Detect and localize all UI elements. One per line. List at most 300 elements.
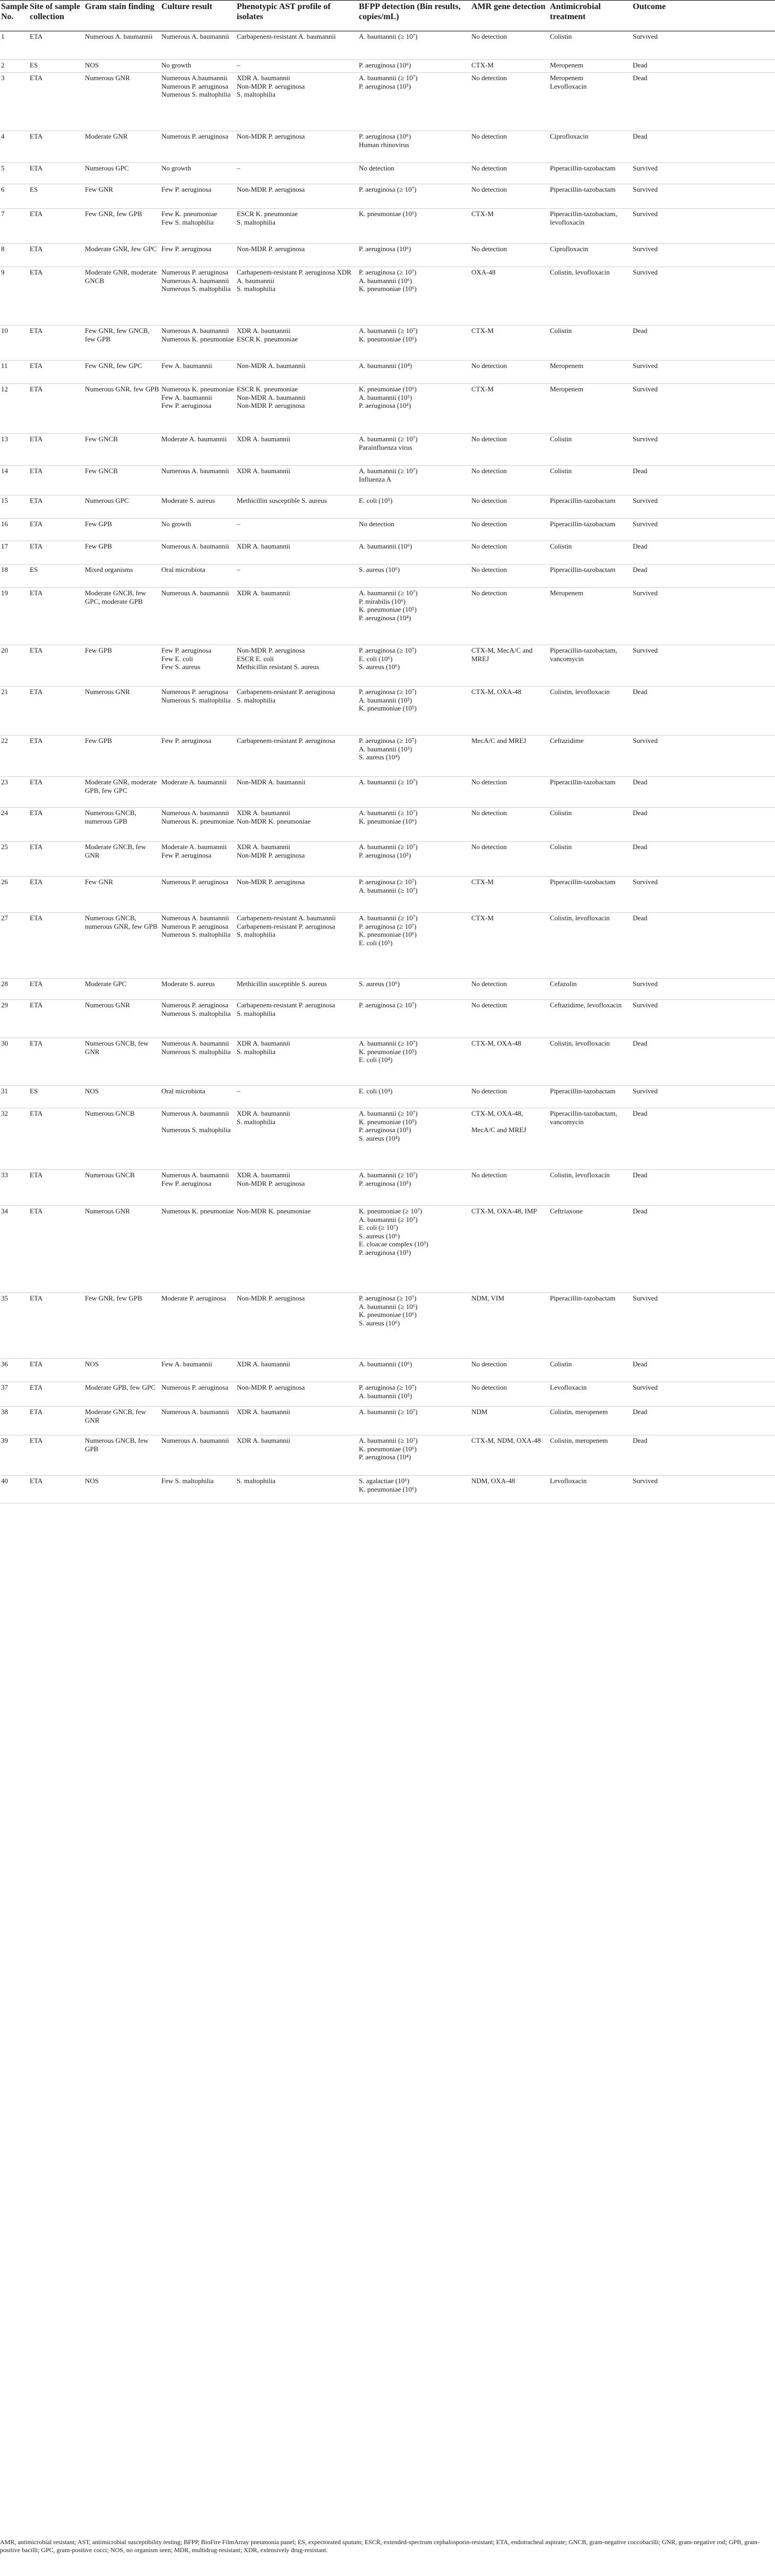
- cell-amr-gene: [470, 209, 549, 244]
- cell-site: ETA: [29, 1000, 84, 1038]
- cell-sample-no: 23: [0, 777, 29, 808]
- cell-amr-gene: [470, 979, 549, 1000]
- gram-stain-line: Few GNR: [85, 878, 114, 886]
- cell-site: ETA: [29, 588, 84, 645]
- culture-result-line: Moderate A. baumannii: [161, 435, 227, 443]
- cell-sample-no: 11: [0, 361, 29, 384]
- cell-sample-no: 10: [0, 326, 29, 361]
- header-outcome: Outcome: [632, 1, 775, 31]
- culture-result-line: Few P. aeruginosa: [161, 1179, 212, 1187]
- cell-outcome: Dead: [632, 842, 775, 877]
- culture-result-line: Numerous P. aeruginosa: [161, 922, 229, 930]
- culture-result-line: No growth: [161, 61, 191, 69]
- cell-culture-result: [160, 1359, 236, 1382]
- cell-sample-no: 34: [0, 1206, 29, 1293]
- cell-sample-no: 33: [0, 1170, 29, 1206]
- cell-treatment: [549, 979, 632, 1000]
- cell-outcome: Survived: [632, 735, 775, 777]
- table-row: [0, 1038, 775, 1086]
- gram-stain-line: Numerous GNCB: [85, 1171, 135, 1179]
- cell-ast-profile: [236, 777, 358, 808]
- cell-ast-profile: [236, 384, 358, 434]
- culture-result-line: Few P. aeruginosa: [161, 401, 212, 409]
- cell-ast-profile: [236, 326, 358, 361]
- ast-profile-line: Carbapenem-resistant P. aeruginosa: [237, 1001, 335, 1009]
- cell-outcome: Survived: [632, 1293, 775, 1359]
- treatment-line: Colistin, levofloxacin: [550, 914, 610, 922]
- header-gram-stain: Gram stain finding: [84, 1, 160, 31]
- table-row: [0, 1086, 775, 1108]
- culture-result-line: Few P. aeruginosa: [161, 851, 212, 859]
- cell-gram-stain: [84, 913, 160, 979]
- cell-outcome: Survived: [632, 645, 775, 687]
- cell-outcome: Survived: [632, 495, 775, 519]
- bfpp-result-line: E. coli (10⁴): [359, 1056, 393, 1064]
- culture-result-line: Numerous S. maltophilia: [161, 696, 231, 704]
- cell-amr-gene: [470, 1086, 549, 1108]
- bfpp-result-line: A. baumannii (10⁶): [359, 1360, 412, 1368]
- amr-gene-line: No detection: [471, 32, 507, 40]
- bfpp-result-line: A. baumannii (≥ 10⁷): [359, 467, 418, 475]
- culture-result-line: Numerous S. maltophilia: [161, 1126, 231, 1134]
- cell-amr-gene: [470, 31, 549, 60]
- cell-bfpp-result: [358, 1108, 470, 1170]
- cell-ast-profile: [236, 1435, 358, 1476]
- gram-stain-line: Numerous GPC: [85, 497, 129, 504]
- cell-sample-no: 31: [0, 1086, 29, 1108]
- cell-ast-profile: [236, 31, 358, 60]
- ast-profile-line: Non-MDR P. aeruginosa: [237, 646, 305, 654]
- cell-outcome: Dead: [632, 808, 775, 842]
- bfpp-result-line: P. aeruginosa (10⁶): [359, 61, 411, 69]
- ast-profile-line: S. maltophilia: [237, 285, 275, 293]
- ast-profile-line: XDR A. baumannii: [237, 1039, 290, 1047]
- cell-bfpp-result: [358, 1038, 470, 1086]
- cell-ast-profile: [236, 434, 358, 466]
- culture-result-line: Numerous A. baumannii: [161, 1436, 229, 1444]
- cell-site: ETA: [29, 244, 84, 267]
- cell-gram-stain: [84, 687, 160, 735]
- cell-culture-result: [160, 73, 236, 131]
- cell-culture-result: [160, 735, 236, 777]
- cell-site: ETA: [29, 913, 84, 979]
- cell-treatment: [549, 777, 632, 808]
- cell-sample-no: 21: [0, 687, 29, 735]
- amr-gene-line: No detection: [471, 843, 507, 851]
- cell-site: ETA: [29, 1359, 84, 1382]
- bfpp-result-line: K. pneumoniae (10⁵): [359, 605, 417, 613]
- table-row: [0, 1206, 775, 1293]
- gram-stain-line: Moderate GNR, few GPC: [85, 245, 157, 253]
- gram-stain-line: Few GNR, few GPB: [85, 1294, 142, 1302]
- amr-gene-line: No detection: [471, 1360, 507, 1368]
- ast-profile-line: XDR A. baumannii: [237, 467, 290, 475]
- cell-bfpp-result: [358, 1293, 470, 1359]
- treatment-line: Cefazolin: [550, 980, 577, 988]
- ast-profile-line: ESCR E. coli: [237, 654, 274, 663]
- table-row: [0, 1293, 775, 1359]
- amr-gene-line: No detection: [471, 185, 507, 193]
- cell-sample-no: 28: [0, 979, 29, 1000]
- cell-treatment: [549, 209, 632, 244]
- table-row: [0, 326, 775, 361]
- culture-result-line: Moderate S. aureus: [161, 980, 215, 988]
- cell-gram-stain: [84, 1293, 160, 1359]
- cell-treatment: [549, 877, 632, 913]
- ast-profile-line: Methicillin susceptible S. aureus: [237, 497, 327, 504]
- cell-bfpp-result: [358, 209, 470, 244]
- cell-site: ES: [29, 1086, 84, 1108]
- treatment-line: Colistin: [550, 1360, 572, 1368]
- bfpp-result-line: P. mirabilis (10⁶): [359, 597, 406, 605]
- cell-treatment: [549, 244, 632, 267]
- cell-culture-result: [160, 777, 236, 808]
- table-row: [0, 1407, 775, 1435]
- cell-sample-no: 27: [0, 913, 29, 979]
- culture-result-line: Numerous A. baumannii: [161, 327, 229, 335]
- cell-ast-profile: [236, 1382, 358, 1407]
- table-row: [0, 244, 775, 267]
- cell-amr-gene: [470, 466, 549, 495]
- cell-site: ETA: [29, 267, 84, 326]
- culture-result-line: Numerous S. maltophilia: [161, 930, 231, 938]
- ast-profile-line: XDR A. baumannii: [237, 843, 290, 851]
- culture-result-line: Numerous A. baumannii: [161, 1039, 229, 1047]
- bfpp-result-line: A. baumannii (≥ 10⁷): [359, 435, 418, 443]
- bfpp-result-line: P. aeruginosa (10⁶): [359, 245, 411, 253]
- cell-sample-no: 19: [0, 588, 29, 645]
- bfpp-result-line: P. aeruginosa (≥ 10⁷): [359, 922, 417, 930]
- culture-result-line: Oral microbiota: [161, 1087, 205, 1095]
- bfpp-result-line: A. baumannii (≥ 10⁷): [359, 589, 418, 597]
- treatment-line: Colistin: [550, 542, 572, 550]
- cell-site: ES: [29, 60, 84, 73]
- treatment-line: Ceftazidime: [550, 737, 584, 744]
- cell-amr-gene: [470, 877, 549, 913]
- treatment-line: Meropenem: [550, 589, 583, 597]
- cell-ast-profile: [236, 564, 358, 588]
- table-row: [0, 163, 775, 184]
- treatment-line: Ceftazidime, levofloxacin: [550, 1001, 622, 1009]
- cell-bfpp-result: [358, 808, 470, 842]
- cell-treatment: [549, 31, 632, 60]
- table-row: [0, 777, 775, 808]
- cell-ast-profile: [236, 466, 358, 495]
- ast-profile-line: Carbapenem-resistant P. aeruginosa XDR A. baumannii: [237, 268, 351, 285]
- culture-result-line: Numerous P. aeruginosa: [161, 132, 229, 140]
- cell-treatment: [549, 1382, 632, 1407]
- cell-treatment: [549, 184, 632, 209]
- table-row: [0, 1170, 775, 1206]
- cell-gram-stain: [84, 1108, 160, 1170]
- bfpp-result-line: K. pneumoniae (10⁶): [359, 817, 417, 825]
- bfpp-result-line: S. aureus (10⁶): [359, 980, 400, 988]
- cell-amr-gene: [470, 1206, 549, 1293]
- cell-treatment: [549, 384, 632, 434]
- cell-site: ETA: [29, 326, 84, 361]
- cell-gram-stain: [84, 163, 160, 184]
- cell-ast-profile: [236, 244, 358, 267]
- cell-treatment: [549, 1038, 632, 1086]
- gram-stain-line: Few GNR: [85, 185, 114, 193]
- cell-gram-stain: [84, 434, 160, 466]
- table-row: [0, 184, 775, 209]
- treatment-line: Piperacillin-tazobactam: [550, 566, 616, 574]
- bfpp-result-line: No detection: [359, 520, 394, 528]
- cell-gram-stain: [84, 361, 160, 384]
- cell-gram-stain: [84, 73, 160, 131]
- culture-result-line: Few A. baumannii: [161, 393, 212, 401]
- cell-treatment: [549, 1293, 632, 1359]
- cell-outcome: Dead: [632, 1170, 775, 1206]
- treatment-line: Colistin: [550, 843, 572, 851]
- cell-amr-gene: [470, 842, 549, 877]
- culture-result-line: Few A. baumannii: [161, 1360, 212, 1368]
- cell-sample-no: 20: [0, 645, 29, 687]
- gram-stain-line: Numerous GNCB, few GNR: [85, 1039, 149, 1056]
- culture-result-line: Numerous K. pneumoniae: [161, 817, 234, 825]
- bfpp-result-line: P. aeruginosa (10⁴): [359, 613, 411, 622]
- gram-stain-line: Moderate GNCB, few GNR: [85, 1408, 147, 1424]
- cell-treatment: [549, 267, 632, 326]
- cell-ast-profile: [236, 209, 358, 244]
- amr-gene-line: CTX-M: [471, 210, 494, 218]
- bfpp-result-line: K. pneumoniae (10⁶): [359, 1444, 417, 1453]
- treatment-line: Piperacillin-tazobactam, vancomycin: [550, 646, 617, 663]
- cell-sample-no: 36: [0, 1359, 29, 1382]
- cell-gram-stain: [84, 1206, 160, 1293]
- amr-gene-line: No detection: [471, 566, 507, 574]
- bfpp-result-line: A. baumannii (≥ 10⁷): [359, 914, 418, 922]
- gram-stain-line: Few GPB: [85, 737, 112, 744]
- cell-outcome: Dead: [632, 777, 775, 808]
- culture-result-line: Numerous S. maltophilia: [161, 1047, 231, 1056]
- table-row: [0, 808, 775, 842]
- ast-profile-line: Non-MDR P. aeruginosa: [237, 851, 305, 859]
- cell-culture-result: [160, 163, 236, 184]
- table-row: [0, 1359, 775, 1382]
- bfpp-result-line: S. aureus (10⁴): [359, 1134, 400, 1142]
- cell-amr-gene: [470, 808, 549, 842]
- ast-profile-line: Methicillin susceptible S. aureus: [237, 980, 327, 988]
- cell-site: ETA: [29, 1206, 84, 1293]
- treatment-line: Levofloxacin: [550, 1383, 587, 1391]
- header-row: [0, 1, 775, 31]
- cell-gram-stain: [84, 588, 160, 645]
- treatment-line: Meropenem: [550, 385, 583, 393]
- ast-profile-line: XDR A. baumannii: [237, 1408, 290, 1416]
- cell-amr-gene: [470, 244, 549, 267]
- cell-gram-stain: [84, 979, 160, 1000]
- culture-result-line: Numerous P. aeruginosa: [161, 268, 229, 276]
- cell-treatment: [549, 60, 632, 73]
- table-row: [0, 60, 775, 73]
- cell-amr-gene: [470, 361, 549, 384]
- ast-profile-line: Carbapenem-resistant P. aeruginosa: [237, 737, 335, 744]
- bfpp-result-line: S. aureus (10⁶): [359, 1231, 400, 1240]
- gram-stain-line: Numerous GNCB, numerous GPB: [85, 809, 136, 825]
- cell-treatment: [549, 1206, 632, 1293]
- bfpp-result-line: A. baumannii (10⁵): [359, 696, 412, 704]
- gram-stain-line: Numerous GNR: [85, 688, 130, 696]
- bfpp-result-line: S. aureus (10⁶): [359, 566, 400, 574]
- culture-result-line: Numerous A. baumannii: [161, 467, 229, 475]
- table-row: [0, 735, 775, 777]
- cell-outcome: Survived: [632, 1476, 775, 1503]
- cell-sample-no: 35: [0, 1293, 29, 1359]
- table-body: [0, 31, 775, 1503]
- treatment-line: Piperacillin-tazobactam, vancomycin: [550, 1109, 617, 1126]
- cell-treatment: [549, 1086, 632, 1108]
- header-amr-gene: AMR gene detection: [470, 1, 549, 31]
- bfpp-result-line: E. coli (≥ 10⁷): [359, 1223, 398, 1231]
- ast-profile-line: Carbapenem-resistant A. baumannii: [237, 914, 336, 922]
- table-footnote: AMR, antimicrobial resistant; AST, antimicrobial susceptibility testing; BFPP, BioFire FilmArray pneumonia panel; ES, expectorated sputum; ESCR, extended-spectrum cephalosporin-resistant; ETA, endotracheal aspirate; GNCB, gram-negative coccobacilli; GNR, gram-negative rod; GPB, gram-positive bacilli; GPC, gram-positive cocci; NOS, no organism seen; MDR, multidrug-resistant; XDR, extensively drug-resistant.: [0, 2538, 760, 2554]
- gram-stain-line: NOS: [85, 1477, 99, 1485]
- treatment-line: Colistin: [550, 435, 572, 443]
- amr-gene-line: CTX-M, MecA/C and MREJ: [471, 646, 533, 663]
- cell-bfpp-result: [358, 361, 470, 384]
- gram-stain-line: Few GNR, few GPB: [85, 210, 142, 218]
- cell-gram-stain: [84, 877, 160, 913]
- cell-amr-gene: [470, 184, 549, 209]
- gram-stain-line: NOS: [85, 1360, 99, 1368]
- cell-sample-no: 37: [0, 1382, 29, 1407]
- cell-outcome: Survived: [632, 244, 775, 267]
- treatment-line: Piperacillin-tazobactam: [550, 497, 616, 504]
- bfpp-result-line: P. aeruginosa (10⁵): [359, 82, 411, 90]
- treatment-line: Colistin, levofloxacin: [550, 688, 610, 696]
- cell-bfpp-result: [358, 326, 470, 361]
- cell-treatment: [549, 842, 632, 877]
- cell-ast-profile: [236, 877, 358, 913]
- bfpp-result-line: A. baumannii (10⁴): [359, 362, 412, 370]
- cell-bfpp-result: [358, 564, 470, 588]
- cell-sample-no: 30: [0, 1038, 29, 1086]
- ast-profile-line: Non-MDR P. aeruginosa: [237, 132, 305, 140]
- table-row: [0, 495, 775, 519]
- table-row: [0, 361, 775, 384]
- culture-result-line: Numerous K. pneumoniae: [161, 385, 234, 393]
- cell-site: ETA: [29, 687, 84, 735]
- cell-site: ETA: [29, 73, 84, 131]
- cell-culture-result: [160, 1108, 236, 1170]
- gram-stain-line: Moderate GPC: [85, 980, 127, 988]
- cell-treatment: [549, 495, 632, 519]
- cell-site: ETA: [29, 31, 84, 60]
- amr-gene-line: No detection: [471, 1383, 507, 1391]
- bfpp-result-line: K. pneumoniae (10⁶): [359, 1485, 417, 1493]
- cell-culture-result: [160, 1086, 236, 1108]
- cell-gram-stain: [84, 1170, 160, 1206]
- ast-profile-line: S. maltophilia: [237, 930, 275, 938]
- amr-gene-line: CTX-M, OXA-48: [471, 688, 521, 696]
- amr-gene-line: CTX-M: [471, 914, 494, 922]
- ast-profile-line: XDR A. baumannii: [237, 1171, 290, 1179]
- cell-bfpp-result: [358, 163, 470, 184]
- cell-ast-profile: [236, 588, 358, 645]
- cell-treatment: [549, 1000, 632, 1038]
- culture-result-line: Numerous A. baumannii: [161, 276, 229, 285]
- amr-gene-line: No detection: [471, 778, 507, 786]
- header-sample-no: Sample No.: [0, 1, 29, 31]
- ast-profile-line: ESCR K. pneumoniae: [237, 385, 298, 393]
- cell-ast-profile: [236, 184, 358, 209]
- cell-ast-profile: [236, 1000, 358, 1038]
- amr-gene-line: No detection: [471, 542, 507, 550]
- ast-profile-line: S. maltophilia: [237, 90, 275, 98]
- cell-site: ETA: [29, 979, 84, 1000]
- amr-gene-line: No detection: [471, 1087, 507, 1095]
- cell-amr-gene: [470, 1382, 549, 1407]
- amr-gene-line: CTX-M, OXA-48,: [471, 1109, 523, 1117]
- cell-bfpp-result: [358, 466, 470, 495]
- amr-gene-line: CTX-M: [471, 385, 494, 393]
- cell-gram-stain: [84, 541, 160, 564]
- cell-bfpp-result: [358, 541, 470, 564]
- bfpp-result-line: A. baumannii (≥ 10⁷): [359, 886, 418, 894]
- amr-gene-line: No detection: [471, 1171, 507, 1179]
- table-row: [0, 466, 775, 495]
- cell-amr-gene: [470, 541, 549, 564]
- bfpp-result-line: P. aeruginosa (≥ 10⁷): [359, 1294, 417, 1302]
- cell-ast-profile: [236, 1293, 358, 1359]
- treatment-line: Ceftriaxone: [550, 1207, 583, 1215]
- culture-result-line: Moderate A. baumannii: [161, 778, 227, 786]
- cell-culture-result: [160, 1435, 236, 1476]
- cell-gram-stain: [84, 384, 160, 434]
- cell-bfpp-result: [358, 519, 470, 541]
- ast-profile-line: XDR A. baumannii: [237, 1436, 290, 1444]
- cell-gram-stain: [84, 645, 160, 687]
- cell-outcome: Survived: [632, 267, 775, 326]
- ast-profile-line: XDR A. baumannii: [237, 809, 290, 817]
- cell-treatment: [549, 163, 632, 184]
- bfpp-result-line: K. pneumoniae (10⁶): [359, 385, 417, 393]
- culture-result-line: Few P. aeruginosa: [161, 185, 212, 193]
- culture-result-line: Few P. aeruginosa: [161, 245, 212, 253]
- culture-result-line: Numerous P. aeruginosa: [161, 1383, 229, 1391]
- treatment-line: Piperacillin-tazobactam: [550, 1087, 616, 1095]
- gram-stain-line: Few GPB: [85, 520, 112, 528]
- cell-culture-result: [160, 808, 236, 842]
- cell-amr-gene: [470, 267, 549, 326]
- culture-result-line: Few K. pneumoniae: [161, 210, 218, 218]
- cell-gram-stain: [84, 1407, 160, 1435]
- cell-gram-stain: [84, 777, 160, 808]
- amr-gene-line: No detection: [471, 497, 507, 504]
- cell-outcome: Dead: [632, 1206, 775, 1293]
- amr-gene-line: No detection: [471, 164, 507, 172]
- table-row: [0, 519, 775, 541]
- cell-bfpp-result: [358, 184, 470, 209]
- cell-outcome: Dead: [632, 60, 775, 73]
- gram-stain-line: Numerous GNR: [85, 1207, 130, 1215]
- cell-gram-stain: [84, 1038, 160, 1086]
- culture-result-line: Oral microbiota: [161, 566, 205, 574]
- cell-gram-stain: [84, 244, 160, 267]
- ast-profile-line: –: [237, 1087, 240, 1095]
- cell-amr-gene: [470, 1407, 549, 1435]
- amr-gene-line: No detection: [471, 132, 507, 140]
- cell-bfpp-result: [358, 588, 470, 645]
- header-culture: Culture result: [160, 1, 236, 31]
- cell-treatment: [549, 1170, 632, 1206]
- treatment-line: Piperacillin-tazobactam: [550, 778, 616, 786]
- ast-profile-line: –: [237, 520, 240, 528]
- cell-culture-result: [160, 60, 236, 73]
- cell-outcome: Dead: [632, 326, 775, 361]
